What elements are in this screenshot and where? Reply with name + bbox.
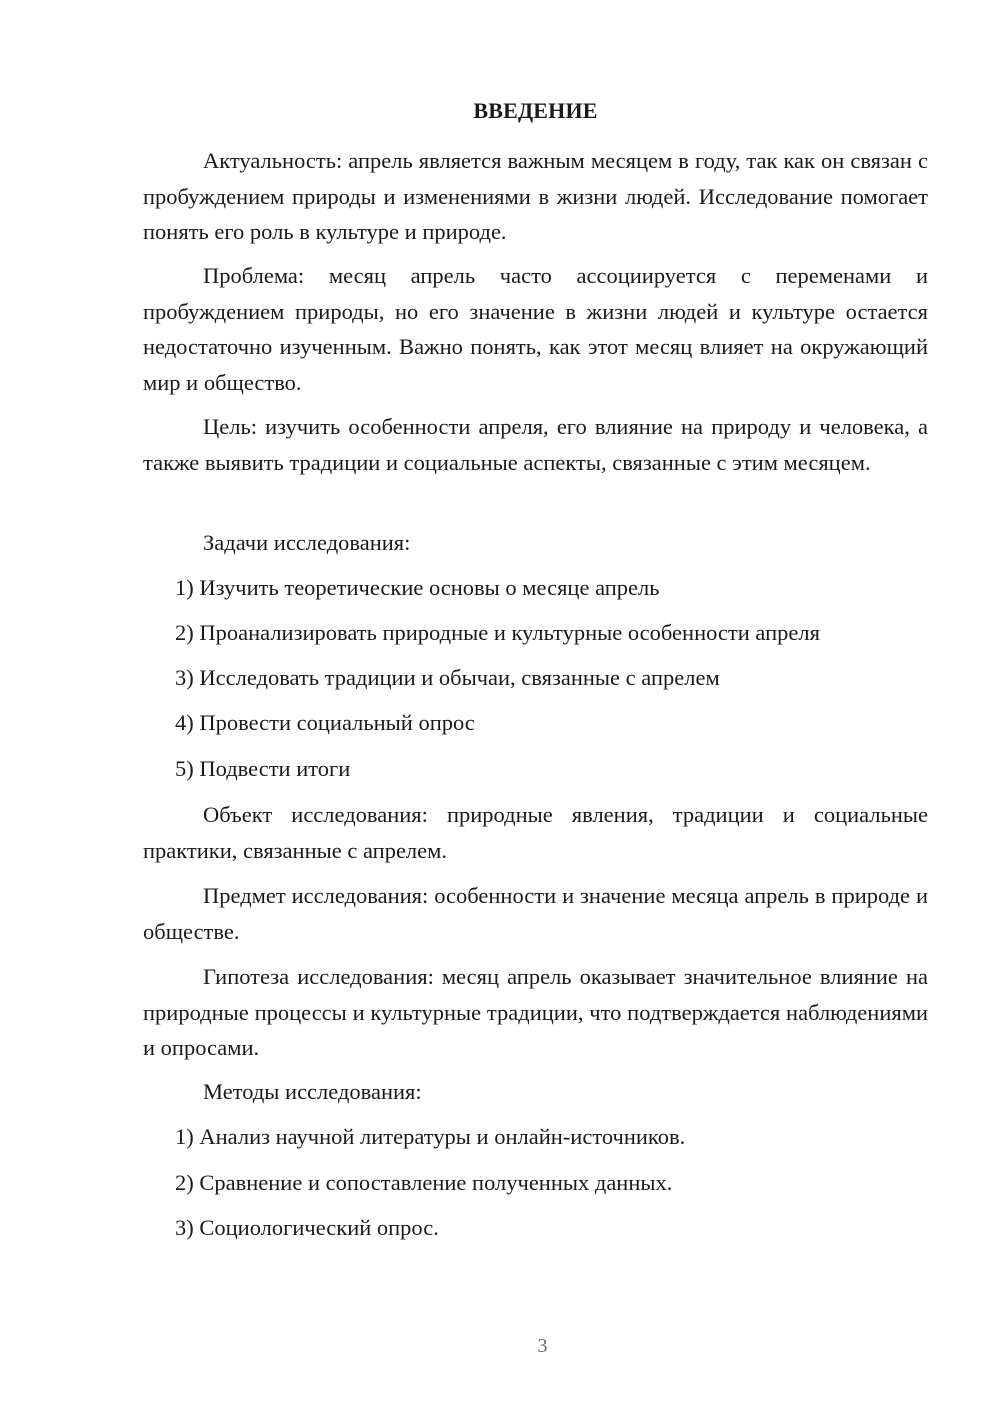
task-item: 2) Проанализировать природные и культурные особенности апреля — [175, 620, 820, 645]
goal-paragraph: Цель: изучить особенности апреля, его влияние на природу и человека, а также выявить традиции и социальные аспекты, связанные с этим месяцем. — [143, 414, 928, 475]
task-item: 4) Провести социальный опрос — [175, 710, 475, 735]
subject-paragraph: Предмет исследования: особенности и значение месяца апрель в природе и обществе. — [143, 883, 928, 944]
problem-paragraph: Проблема: месяц апрель часто ассоциируется с переменами и пробуждением природы, но его значение в жизни людей и культуре остается недостаточно изученным. Важно понять, как этот месяц влияет на окружающий мир и общество. — [143, 263, 928, 395]
task-item: 5) Подвести итоги — [175, 756, 351, 781]
method-item: 1) Анализ научной литературы и онлайн-источников. — [175, 1124, 686, 1149]
section-title: ВВЕДЕНИЕ — [473, 98, 598, 123]
task-item: 3) Исследовать традиции и обычаи, связанные с апрелем — [175, 665, 720, 690]
tasks-heading: Задачи исследования: — [203, 530, 411, 555]
methods-heading: Методы исследования: — [203, 1079, 422, 1104]
method-item: 2) Сравнение и сопоставление полученных данных. — [175, 1170, 673, 1195]
document-page — [143, 0, 928, 1414]
page-number: 3 — [537, 1335, 548, 1357]
method-item: 3) Социологический опрос. — [175, 1215, 439, 1240]
hypothesis-paragraph: Гипотеза исследования: месяц апрель оказывает значительное влияние на природные процессы и культурные традиции, что подтверждается наблюдениями и опросами. — [143, 964, 928, 1060]
object-paragraph: Объект исследования: природные явления, традиции и социальные практики, связанные с апрелем. — [143, 802, 928, 863]
task-item: 1) Изучить теоретические основы о месяце апрель — [175, 575, 660, 600]
relevance-paragraph: Актуальность: апрель является важным месяцем в году, так как он связан с пробуждением природы и изменениями в жизни людей. Исследование помогает понять его роль в культуре и природе. — [143, 148, 928, 244]
